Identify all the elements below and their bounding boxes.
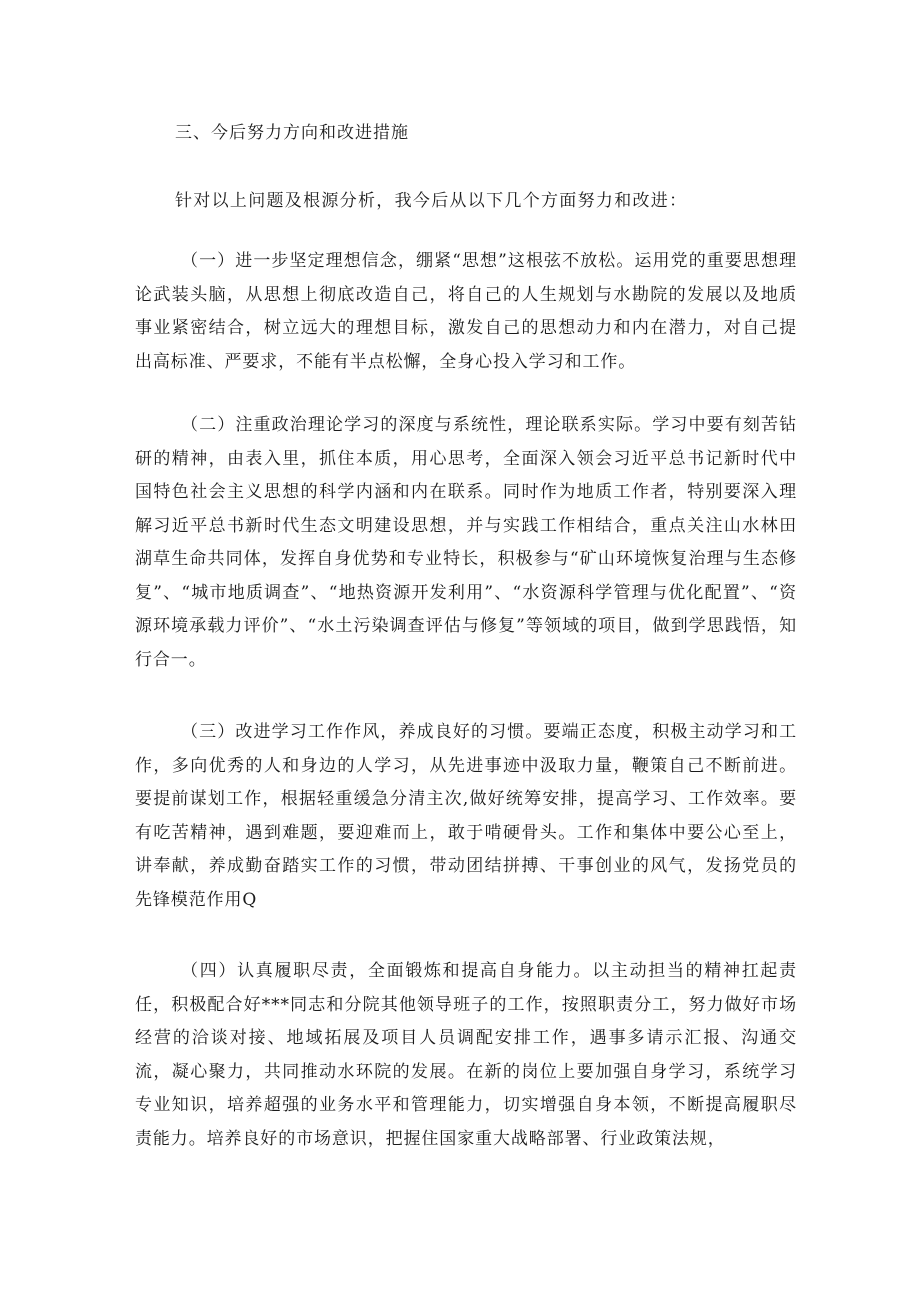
paragraph-1: （一）进一步坚定理想信念，绷紧“思想”这根弦不放松。运用党的重要思想理论武装头脑，从思想上彻底改造自己，将自己的人生规划与水勘院的发展以及地质事业紧密结合，树立远大的理想目标，激发自己的思想动力和内在潜力，对自己提出高标准、严要求，不能有半点松懈，全身心投入学习和工作。 [135,251,797,372]
intro-paragraph: 针对以上问题及根源分析，我今后从以下几个方面努力和改进： [175,191,688,211]
paragraph-2: （二）注重政治理论学习的深度与系统性，理论联系实际。学习中要有刻苦钻研的精神，由表入里，抓住本质，用心思考，全面深入领会习近平总书记新时代中国特色社会主义思想的科学内涵和内在联系。同时作为地质工作者，特别要深入理解习近平总书新时代生态文明建设思想，并与实践工作相结合，重点关注山水林田湖草生命共同体，发挥自身优势和专业特长，积极参与“矿山环境恢复治理与生态修复”、“城市地质调查”、“地热资源开发利用”、“水资源科学管理与优化配置”、“资源环境承载力评价”、“水土污染调查评估与修复”等领域的项目，做到学思践悟，知行合一。 [135,415,797,670]
paragraph-4: （四）认真履职尽责，全面锻炼和提高自身能力。以主动担当的精神扛起责任，积极配合好***同志和分院其他领导班子的工作，按照职责分工，努力做好市场经营的洽谈对接、地域拓展及项目人员调配安排工作，遇事多请示汇报、沟通交流，凝心聚力，共同推动水环院的发展。在新的岗位上要加强自身学习，系统学习专业知识，培养超强的业务水平和管理能力，切实增强自身本领，不断提高履职尽责能力。培养良好的市场意识，把握住国家重大战略部署、行业政策法规， [135,961,797,1149]
section-heading: 三、今后努力方向和改进措施 [175,123,409,143]
paragraph-3: （三）改进学习工作作风，养成良好的习惯。要端正态度，积极主动学习和工作，多向优秀的人和身边的人学习，从先进事迹中汲取力量，鞭策自己不断前进。要提前谋划工作，根据轻重缓急分清主次,做好统筹安排，提高学习、工作效率。要有吃苦精神，遇到难题，要迎难而上，敢于啃硬骨头。工作和集体中要公心至上，讲奉献，养成勤奋踏实工作的习惯，带动团结拼搏、干事创业的风气，发扬党员的先锋模范作用Q [135,722,797,910]
